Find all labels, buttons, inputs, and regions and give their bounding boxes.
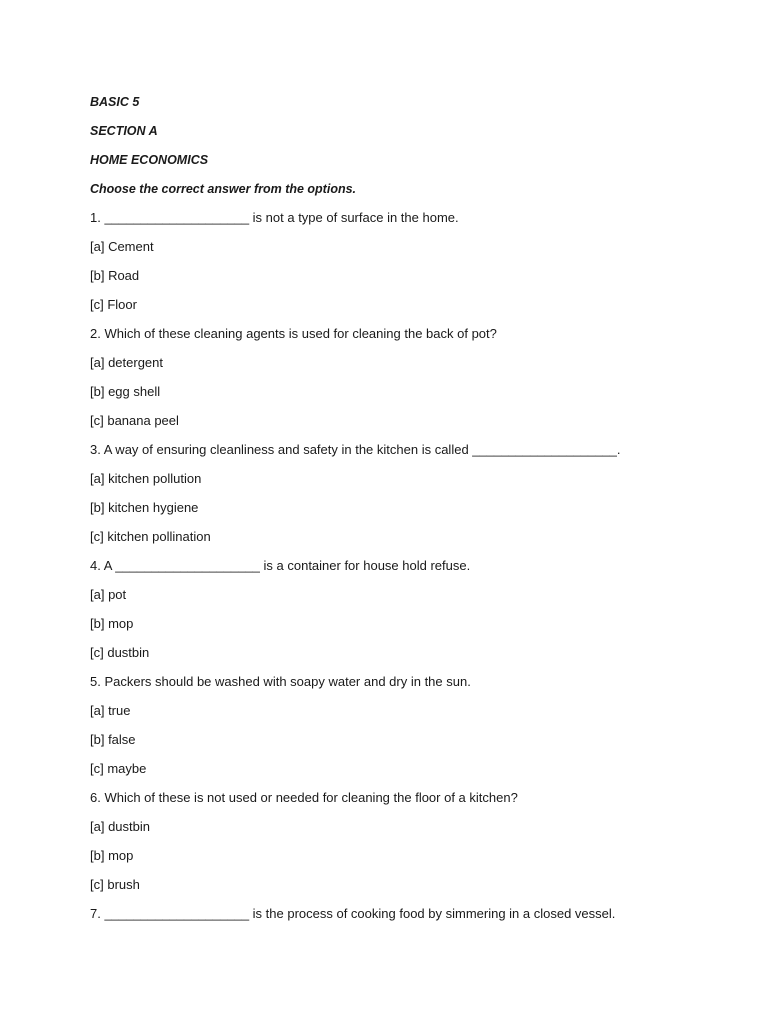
option-a: [a] detergent bbox=[90, 355, 163, 370]
section-heading: SECTION A bbox=[90, 124, 158, 138]
option-a: [a] kitchen pollution bbox=[90, 471, 202, 486]
question-3 bbox=[90, 441, 730, 546]
option-a: [a] pot bbox=[90, 587, 127, 602]
question-2 bbox=[90, 325, 730, 430]
option-b: [b] kitchen hygiene bbox=[90, 500, 199, 515]
question-text: 3. A way of ensuring cleanliness and safety in the kitchen is called ____________________. bbox=[90, 442, 621, 457]
question-6 bbox=[90, 789, 730, 894]
exam-page bbox=[90, 93, 730, 934]
option-b: [b] Road bbox=[90, 268, 140, 283]
option-b: [b] mop bbox=[90, 616, 134, 631]
instruction-text: Choose the correct answer from the options. bbox=[90, 182, 357, 196]
question-text: 6. Which of these is not used or needed for cleaning the floor of a kitchen? bbox=[90, 790, 518, 805]
option-c: [c] brush bbox=[90, 877, 140, 892]
option-b: [b] false bbox=[90, 732, 136, 747]
question-text: 1. ____________________ is not a type of surface in the home. bbox=[90, 210, 459, 225]
option-c: [c] maybe bbox=[90, 761, 147, 776]
subject-heading: HOME ECONOMICS bbox=[90, 153, 209, 167]
option-a: [a] dustbin bbox=[90, 819, 150, 834]
question-text: 5. Packers should be washed with soapy water and dry in the sun. bbox=[90, 674, 471, 689]
option-c: [c] dustbin bbox=[90, 645, 150, 660]
option-b: [b] egg shell bbox=[90, 384, 161, 399]
option-a: [a] Cement bbox=[90, 239, 154, 254]
question-text: 2. Which of these cleaning agents is used for cleaning the back of pot? bbox=[90, 326, 497, 341]
option-c: [c] Floor bbox=[90, 297, 137, 312]
question-4 bbox=[90, 557, 730, 662]
question-7 bbox=[90, 905, 730, 923]
question-text: 4. A ____________________ is a container for house hold refuse. bbox=[90, 558, 471, 573]
level-heading: BASIC 5 bbox=[90, 95, 140, 109]
option-a: [a] true bbox=[90, 703, 131, 718]
option-c: [c] banana peel bbox=[90, 413, 179, 428]
question-text: 7. ____________________ is the process of cooking food by simmering in a closed vessel. bbox=[90, 906, 616, 921]
option-c: [c] kitchen pollination bbox=[90, 529, 211, 544]
question-1 bbox=[90, 209, 730, 314]
question-5 bbox=[90, 673, 730, 778]
option-b: [b] mop bbox=[90, 848, 134, 863]
